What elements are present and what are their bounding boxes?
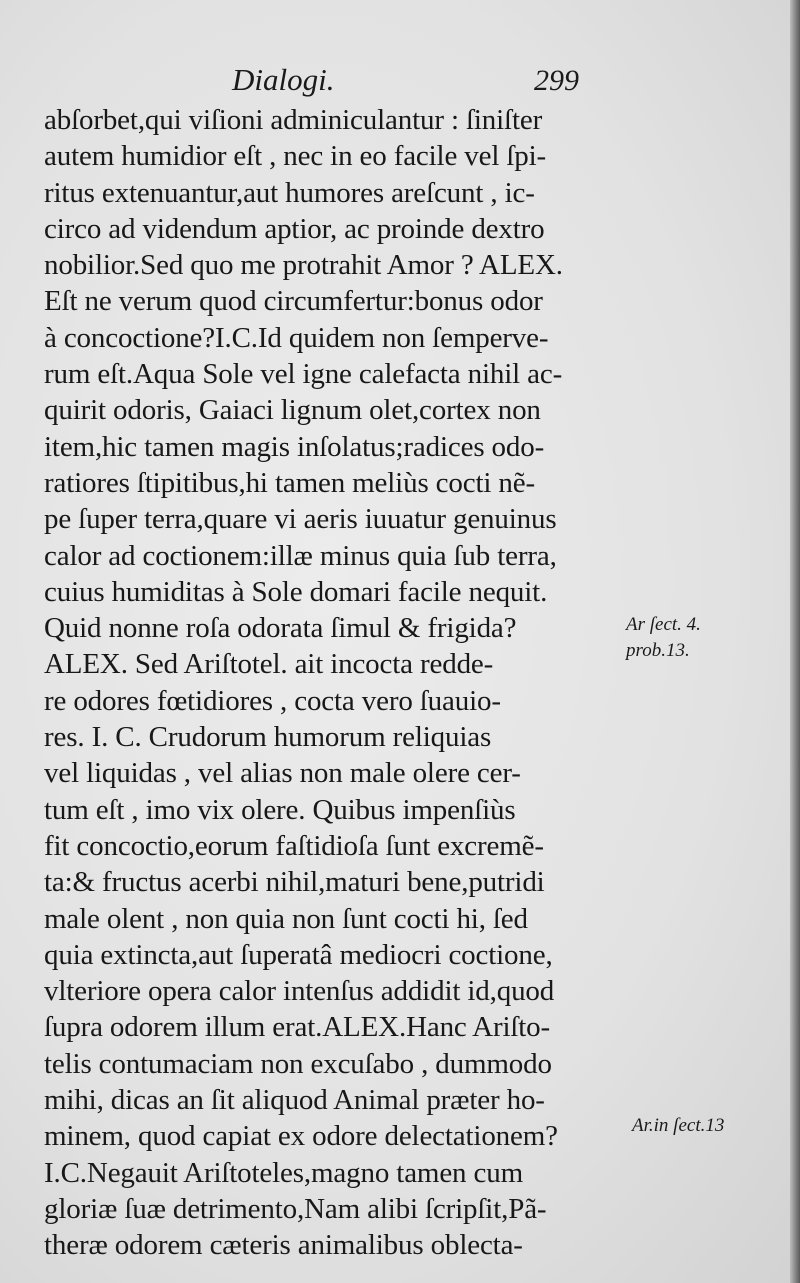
text-line: cuius humiditas à Sole domari facile nequit. bbox=[44, 575, 548, 608]
text-line: calor ad coctionem:illæ minus quia ſub terra, bbox=[44, 539, 557, 572]
text-line: nobilior.Sed quo me protrahit Amor ? ALEX. bbox=[44, 249, 563, 282]
marginal-note-line: Ar ſect. 4. bbox=[626, 614, 701, 635]
text-line: quirit odoris, Gaiaci lignum olet,cortex non bbox=[44, 394, 541, 427]
text-line: re odores fœtidiores , cocta vero ſuauio- bbox=[44, 684, 501, 717]
text-line: vel liquidas , vel alias non male olere cer- bbox=[44, 757, 521, 790]
text-line: Eſt ne verum quod circumfertur:bonus odor bbox=[44, 285, 543, 318]
text-line: fit concoctio,eorum faſtidioſa ſunt excremẽ- bbox=[44, 829, 544, 862]
text-line: ALEX. Sed Ariſtotel. ait incocta redde- bbox=[44, 648, 494, 681]
text-line: abſorbet,qui viſioni adminiculantur : ſiniſter bbox=[44, 104, 543, 136]
text-line: gloriæ ſuæ detrimento,Nam alibi ſcripſit,Pã- bbox=[44, 1192, 547, 1225]
text-line: quia extincta,aut ſuperatâ mediocri coctione, bbox=[44, 938, 553, 971]
text-line: vlteriore opera calor intenſus addidit id,quod bbox=[44, 975, 555, 1008]
text-line: pe ſuper terra,quare vi aeris iuuatur genuinus bbox=[44, 503, 557, 536]
text-line: ratiores ſtipitibus,hi tamen meliùs cocti nẽ- bbox=[44, 466, 535, 499]
text-line: res. I. C. Crudorum humorum reliquias bbox=[44, 721, 492, 754]
running-title: Dialogi. bbox=[232, 62, 335, 97]
body-text bbox=[44, 102, 629, 1264]
text-line: I.C.Negauit Ariſtoteles,magno tamen cum bbox=[44, 1156, 523, 1189]
page-number: 299 bbox=[534, 64, 579, 97]
text-line: item,hic tamen magis inſolatus;radices odo- bbox=[44, 430, 545, 463]
text-line: theræ odorem cæteris animalibus oblecta- bbox=[44, 1229, 523, 1262]
text-line: telis contumaciam non excuſabo , dummodo bbox=[44, 1047, 552, 1080]
text-line: mihi, dicas an ſit aliquod Animal præter ho- bbox=[44, 1084, 545, 1117]
marginal-note-reference bbox=[626, 612, 701, 664]
page-header bbox=[0, 62, 800, 106]
text-line: ta:& fructus acerbi nihil,maturi bene,putridi bbox=[44, 866, 545, 899]
page-edge-shadow bbox=[790, 0, 800, 1283]
text-line: autem humidior eſt , nec in eo facile vel ſpi- bbox=[44, 140, 547, 173]
text-line: male olent , non quia non ſunt cocti hi, ſed bbox=[44, 902, 528, 935]
text-line: tum eſt , imo vix olere. Quibus impenſiùs bbox=[44, 793, 516, 826]
text-line: ritus extenuantur,aut humores areſcunt , ic- bbox=[44, 176, 535, 209]
marginal-note-line: prob.13. bbox=[626, 640, 690, 661]
marginal-note-reference: Ar.in ſect.13 bbox=[632, 1115, 725, 1136]
text-line: à concoctione?I.C.Id quidem non ſemperve- bbox=[44, 321, 549, 354]
text-line: minem, quod capiat ex odore delectationem? bbox=[44, 1120, 558, 1153]
text-line: ſupra odorem illum erat.ALEX.Hanc Ariſto- bbox=[44, 1011, 551, 1044]
text-line: circo ad videndum aptior, ac proinde dextro bbox=[44, 212, 545, 245]
text-line: rum eſt.Aqua Sole vel igne calefacta nihil ac- bbox=[44, 358, 563, 391]
text-line: Quid nonne roſa odorata ſimul & frigida? bbox=[44, 612, 517, 645]
